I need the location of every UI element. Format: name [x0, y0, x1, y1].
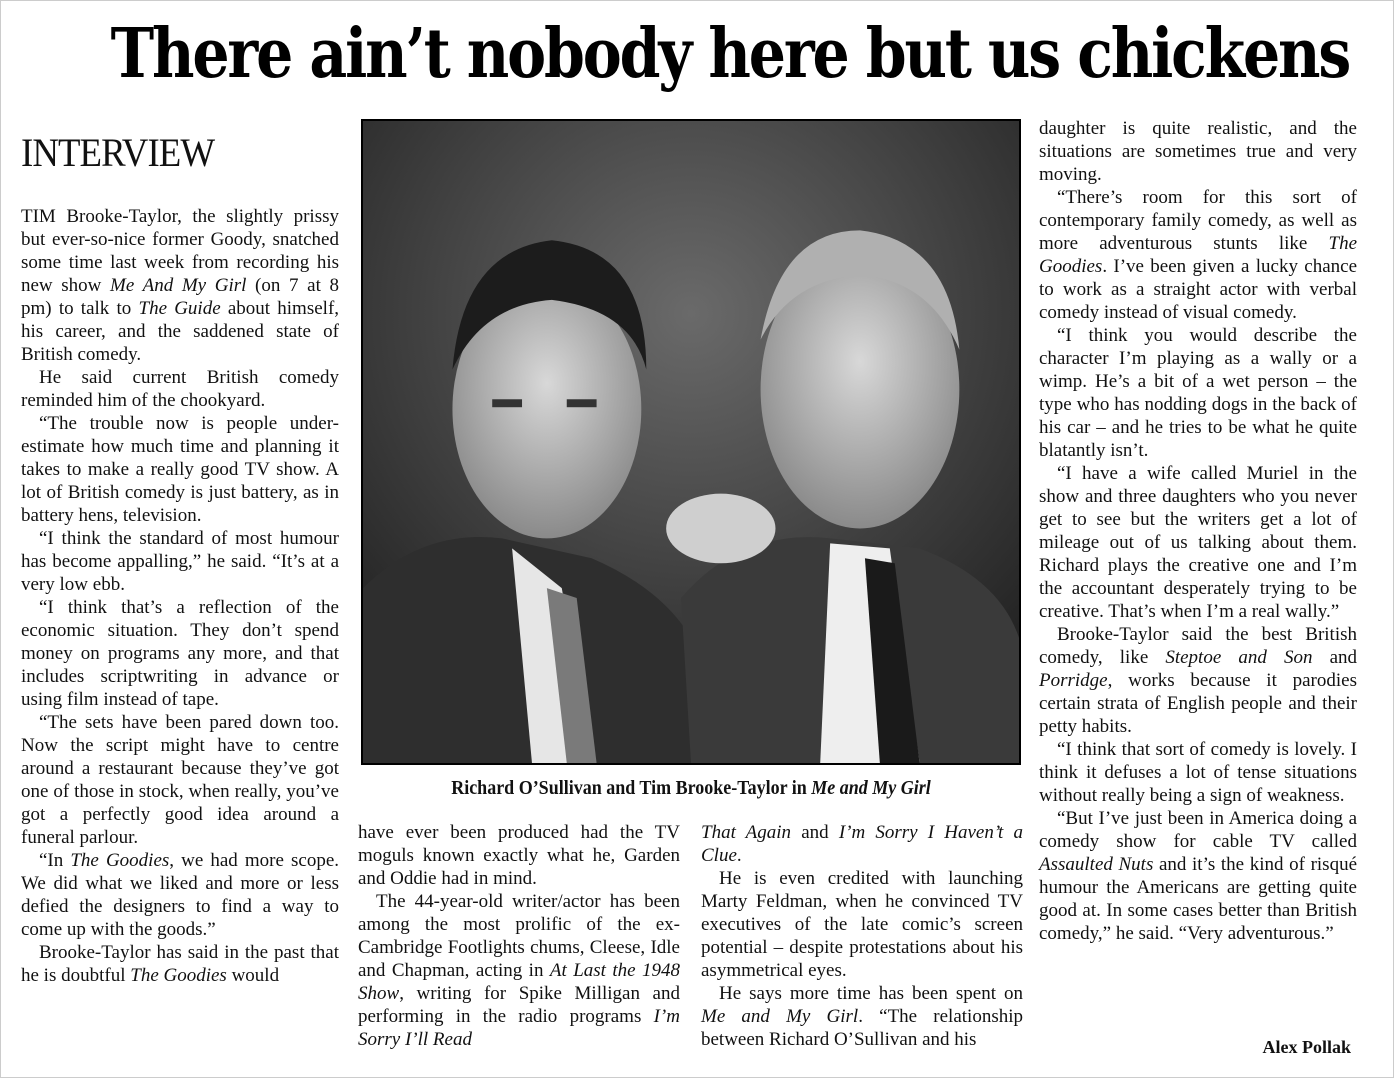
article-column-1: [21, 205, 339, 987]
paragraph: Brooke-Taylor said the best British comedy, like Steptoe and Son and Porridge, works because it parodies certain strata of English people and their petty habits.: [1039, 624, 1357, 737]
paragraph: “In The Goodies, we had more scope. We did what we liked and more or less defied the designers to find a way to come up with the goods.”: [21, 850, 340, 940]
paragraph: “The trouble now is people under-estimate how much time and planning it takes to make a really good TV show. A lot of British comedy is just battery, as in battery hens, television.: [21, 413, 339, 526]
paragraph: have ever been produced had the TV moguls known exactly what he, Garden and Oddie had in mind.: [358, 822, 680, 889]
paragraph: “But I’ve just been in America doing a comedy show for cable TV called Assaulted Nuts and it’s the kind of risqué humour the Americans are getting quite good at. In some cases better than British comedy,” he said. “Very adventurous.”: [1039, 808, 1357, 944]
article-photo: [361, 119, 1021, 765]
headline: There ain’t nobody here but us chickens: [110, 14, 1350, 94]
paragraph: TIM Brooke-Taylor, the slightly prissy but ever-so-nice former Goody, snatched some time last week from recording his new show Me And My Girl (on 7 at 8 pm) to talk to The Guide about himself, his career, and the saddened state of British comedy.: [21, 206, 340, 365]
article-column-3: [701, 821, 1023, 1051]
paragraph: “I think you would describe the character I’m playing as a wally or a wimp. He’s a bit of a wet person – the type who has nodding dogs in the back of his car – and he tries to be what he quite blatantly isn’t.: [1039, 325, 1357, 461]
photo-illustration: [363, 121, 1019, 763]
section-label: INTERVIEW: [21, 130, 215, 175]
paragraph: “I have a wife called Muriel in the show and three daughters who you never get to see but the writers get a lot of mileage out of us talking about them. Richard plays the creative one and I’m the accountant desperately trying to be creative. That’s when I’m a real wally.”: [1039, 463, 1357, 622]
paragraph: That Again and I’m Sorry I Haven’t a Clue.: [701, 822, 1024, 866]
byline: Alex Pollak: [1262, 1037, 1351, 1057]
paragraph: “There’s room for this sort of contemporary family comedy, as well as more adventurous stunts like The Goodies. I’ve been given a lucky chance to work as a straight actor with verbal comedy instead of visual comedy.: [1039, 187, 1357, 323]
paragraph: He is even credited with launching Marty Feldman, when he convinced TV executives of the late comic’s screen potential – despite protestations about his asymmetrical eyes.: [701, 868, 1023, 981]
paragraph: The 44-year-old writer/actor has been among the most prolific of the ex-Cambridge Footlights chums, Cleese, Idle and Chapman, acting in At Last the 1948 Show, writing for Spike Milligan and performing in the radio programs I’m Sorry I’ll Read: [358, 891, 680, 1050]
article-column-2: [358, 821, 680, 1051]
article-column-4: [1039, 117, 1357, 945]
paragraph: daughter is quite realistic, and the situations are sometimes true and very moving.: [1039, 118, 1357, 185]
paragraph: “I think that sort of comedy is lovely. I think it defuses a lot of tense situations without really being a sign of weakness.: [1039, 739, 1357, 806]
paragraph: “The sets have been pared down too. Now the script might have to centre around a restaurant because they’ve got one of those in stock, when really, you’ve got a perfectly good idea around a funeral parlour.: [21, 712, 339, 848]
paragraph: “I think that’s a reflection of the economic situation. They don’t spend money on programs any more, and that includes scriptwriting in advance or using film instead of tape.: [21, 597, 339, 710]
paragraph: Brooke-Taylor has said in the past that he is doubtful The Goodies would: [21, 942, 339, 986]
paragraph: He says more time has been spent on Me and My Girl. “The relationship between Richard O’Sullivan and his: [701, 983, 1023, 1050]
photo-caption: Richard O’Sullivan and Tim Brooke-Taylor in Me and My Girl: [451, 777, 931, 799]
paragraph: “I think the standard of most humour has become appalling,” he said. “It’s at a very low ebb.: [21, 528, 339, 595]
paragraph: He said current British comedy reminded him of the chookyard.: [21, 367, 339, 411]
